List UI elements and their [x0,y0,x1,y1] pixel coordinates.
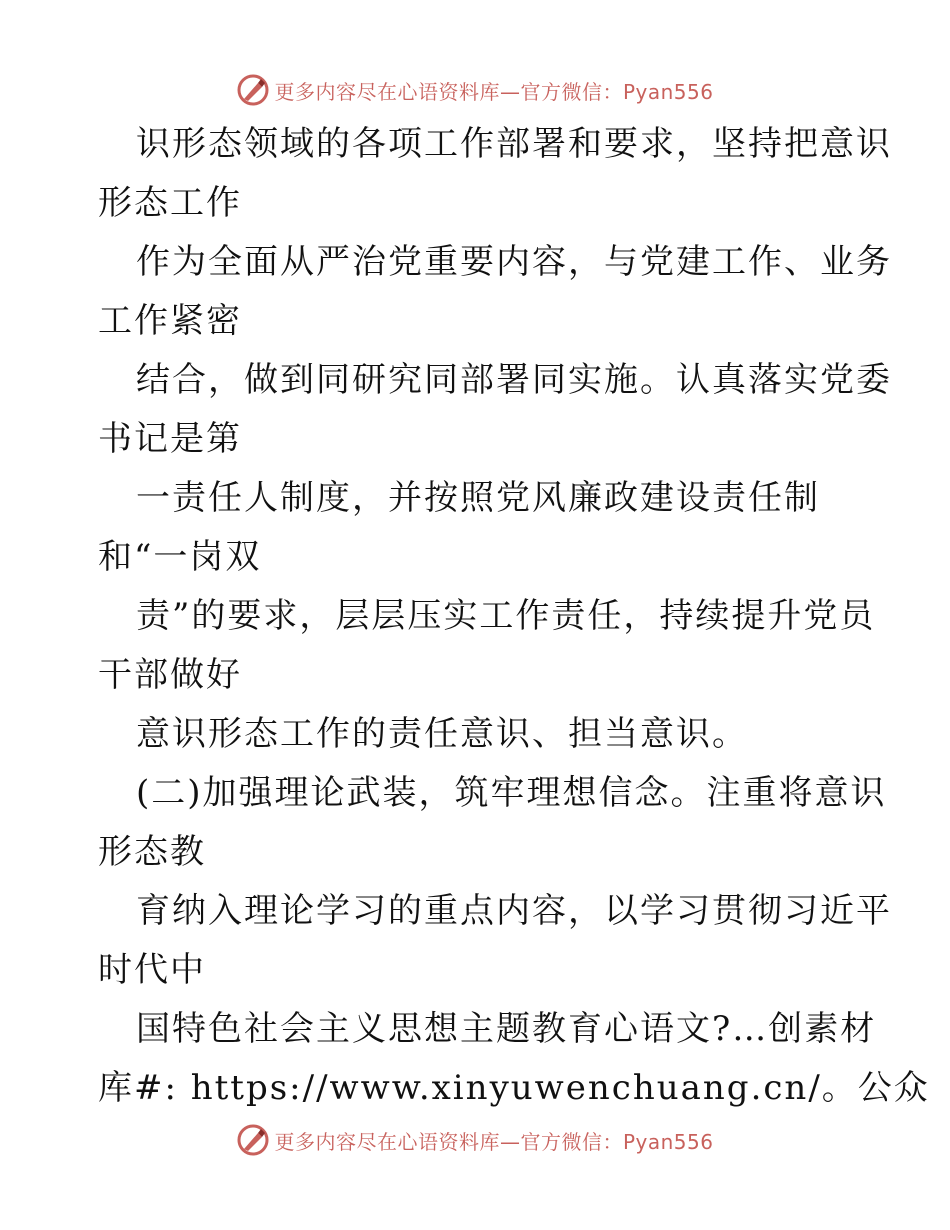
body-line: 形态教 [98,832,206,872]
body-line: 形态工作 [98,183,242,223]
document-body [98,115,930,1118]
body-line: 干部做好 [98,655,242,695]
body-line: (二)加强理论武装，筑牢理想信念。注重将意识 [136,773,887,813]
header-banner-text: 更多内容尽在心语资料库—官方微信：Pyan556 [274,79,714,104]
pen-logo-icon [236,73,270,107]
body-line: 时代中 [98,950,206,990]
footer-banner [0,1120,950,1160]
body-line: 库#: https://www.xinyuwenchuang.cn/。公众 [98,1068,930,1108]
body-line: 结合，做到同研究同部署同实施。认真落实党委 [136,360,892,400]
body-line: 识形态领域的各项工作部署和要求，坚持把意识 [136,124,892,164]
body-line: 意识形态工作的责任意识、担当意识。 [136,714,748,754]
header-banner [0,70,950,110]
body-line: 作为全面从严治党重要内容，与党建工作、业务 [136,242,892,282]
body-line: 国特色社会主义思想主题教育心语文?…创素材 [136,1009,877,1049]
body-line: 一责任人制度，并按照党风廉政建设责任制 [136,478,820,518]
body-line: 书记是第 [98,419,242,459]
body-line: 责”的要求，层层压实工作责任，持续提升党员 [136,596,876,636]
footer-banner-text: 更多内容尽在心语资料库—官方微信：Pyan556 [274,1129,714,1154]
body-line: 育纳入理论学习的重点内容，以学习贯彻习近平 [136,891,892,931]
body-line: 和“一岗双 [98,537,262,577]
pen-logo-icon [236,1123,270,1157]
body-line: 工作紧密 [98,301,242,341]
